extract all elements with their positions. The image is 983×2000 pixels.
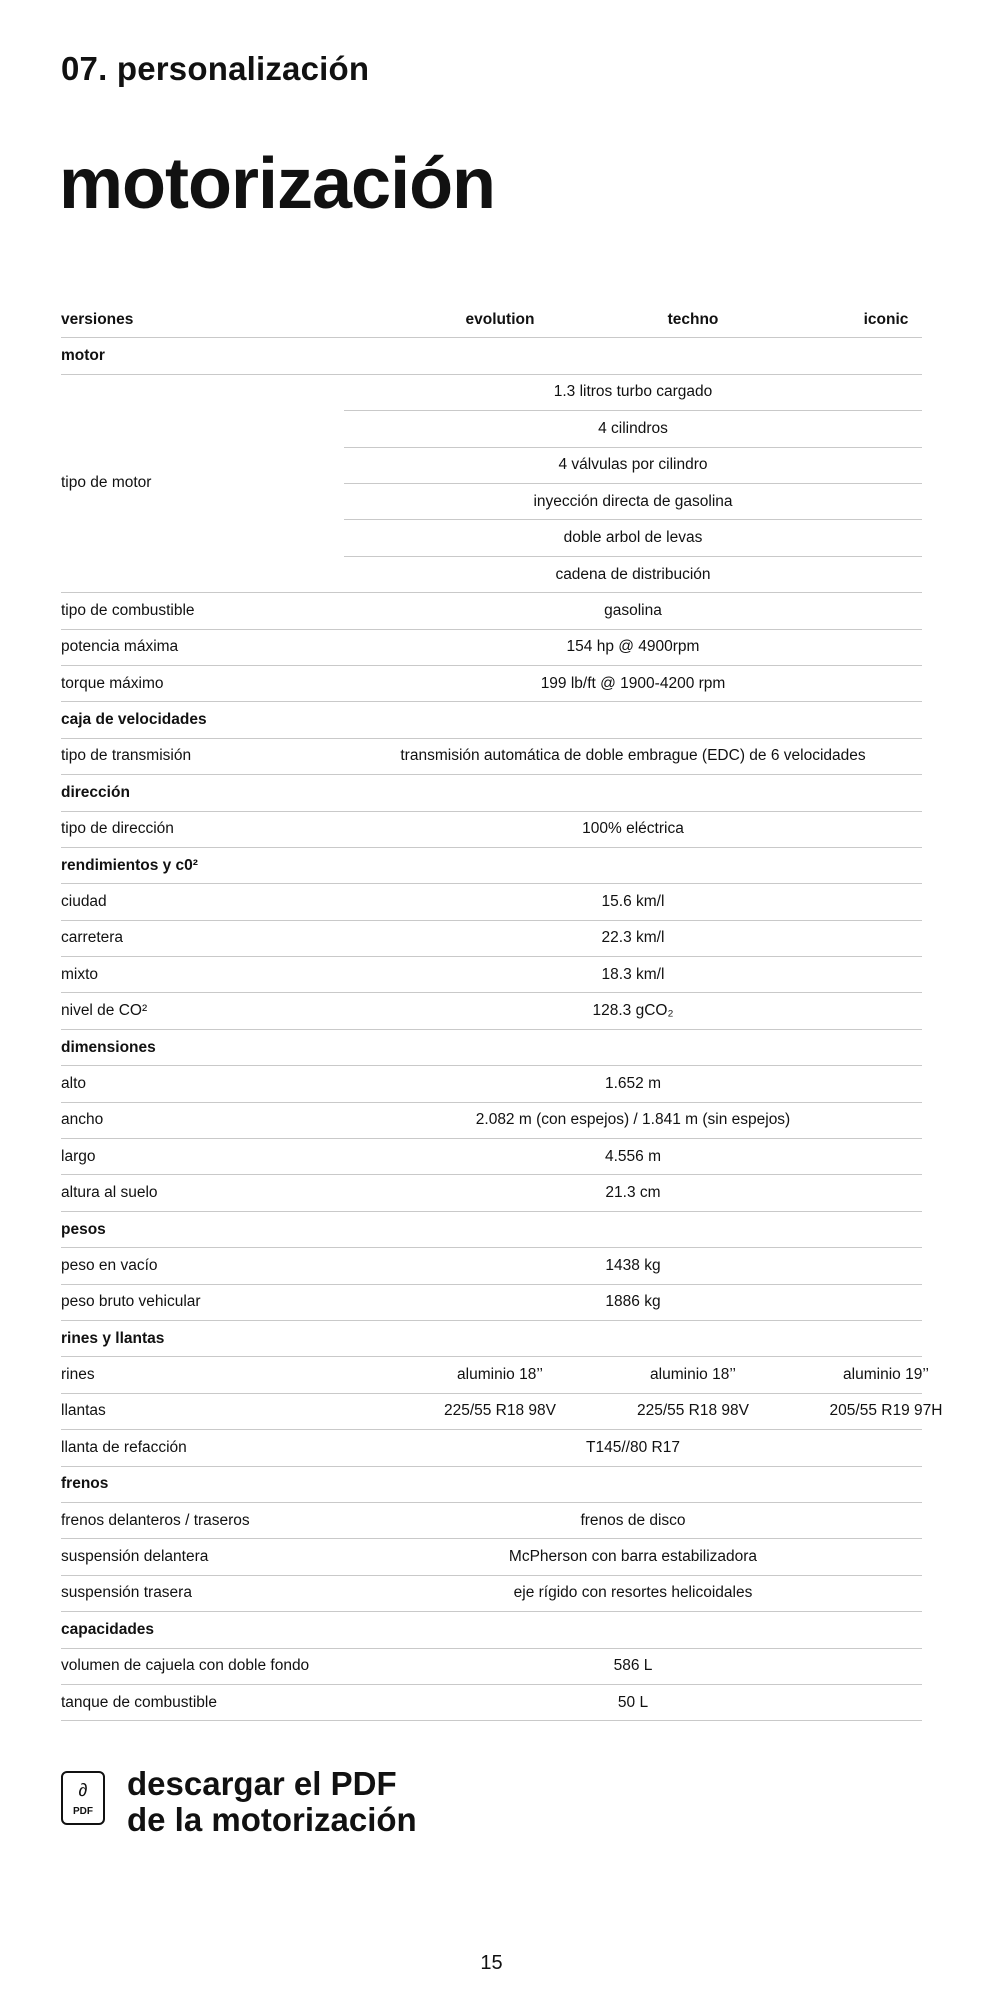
row-label: peso bruto vehicular — [61, 1293, 201, 1311]
table-row — [61, 1103, 922, 1139]
category-label: pesos — [61, 1220, 106, 1238]
table-row — [61, 630, 922, 666]
category-label: rendimientos y c0² — [61, 856, 198, 874]
pdf-icon-text: PDF — [73, 1806, 93, 1817]
version-evolution: evolution — [465, 310, 535, 328]
table-row — [61, 739, 922, 775]
row-label: llanta de refacción — [61, 1438, 187, 1456]
row-label: potencia máxima — [61, 638, 179, 656]
row-label: llantas — [61, 1402, 106, 1420]
category-label: caja de velocidades — [61, 711, 207, 729]
row-value: 18.3 km/l — [601, 965, 665, 983]
table-row — [61, 666, 922, 702]
table-row — [61, 1139, 922, 1175]
row-label: tipo de dirección — [61, 820, 174, 838]
row-label: ancho — [61, 1111, 104, 1129]
row-value: 1.652 m — [604, 1074, 661, 1092]
acrobat-glyph-icon: ∂ — [78, 1780, 88, 1800]
row-value: gasolina — [604, 601, 662, 619]
spec-rows — [61, 593, 943, 1721]
row-label: tipo de motor — [61, 474, 152, 492]
section-heading: 07. personalización — [61, 50, 370, 87]
motor-value: 1.3 litros turbo cargado — [344, 375, 922, 411]
row-value: 586 L — [613, 1657, 653, 1675]
table-row — [61, 993, 922, 1029]
table-row — [61, 812, 922, 848]
row-label: altura al suelo — [61, 1184, 158, 1202]
row-label: tanque de combustible — [61, 1693, 217, 1711]
row-value: McPherson con barra estabilizadora — [508, 1548, 758, 1566]
row-label: carretera — [61, 929, 124, 947]
category-label: capacidades — [61, 1620, 155, 1638]
category-row — [61, 775, 922, 811]
row-label: suspensión delantera — [61, 1548, 209, 1566]
table-row — [61, 593, 922, 629]
motor-value: 4 cilindros — [344, 411, 922, 447]
row-value: frenos de disco — [580, 1511, 686, 1529]
row-value: 205/55 R19 97H — [829, 1402, 943, 1420]
table-row — [61, 884, 922, 920]
motor-value: doble arbol de levas — [344, 520, 922, 556]
row-value: 22.3 km/l — [601, 929, 665, 947]
category-label: frenos — [61, 1475, 109, 1493]
row-label: ciudad — [61, 892, 107, 910]
category-label: motor — [61, 347, 105, 365]
download-label-line2: de la motorización — [127, 1801, 417, 1838]
row-label: rines — [61, 1366, 95, 1384]
row-value: 100% eléctrica — [582, 820, 684, 838]
table-row — [61, 957, 922, 993]
table-row — [61, 1576, 922, 1612]
row-label: largo — [61, 1147, 96, 1165]
motor-value: inyección directa de gasolina — [344, 484, 922, 520]
row-value: 128.3 gCO₂ — [592, 1002, 674, 1020]
table-row — [61, 1539, 922, 1575]
version-techno: techno — [667, 310, 719, 328]
row-value: aluminio 18’’ — [650, 1366, 736, 1384]
table-row — [61, 1649, 922, 1685]
row-label: mixto — [61, 965, 99, 983]
row-value: T145//80 R17 — [586, 1438, 680, 1456]
table-row — [61, 921, 922, 957]
motor-value: 4 válvulas por cilindro — [344, 448, 922, 484]
category-row — [61, 1321, 922, 1357]
row-value: 50 L — [617, 1693, 649, 1711]
table-row — [61, 1248, 922, 1284]
motor-type-block — [61, 375, 922, 593]
row-label: suspensión trasera — [61, 1584, 192, 1602]
table-row — [61, 1175, 922, 1211]
category-label: dimensiones — [61, 1038, 156, 1056]
row-label: tipo de combustible — [61, 601, 195, 619]
category-label: rines y llantas — [61, 1329, 165, 1347]
category-row — [61, 702, 922, 738]
header-label: versiones — [61, 310, 134, 328]
category-row — [61, 338, 922, 374]
row-value: 199 lb/ft @ 1900-4200 rpm — [540, 674, 726, 692]
table-row — [61, 1430, 922, 1466]
category-label: dirección — [61, 783, 130, 801]
row-value: aluminio 19’’ — [843, 1366, 929, 1384]
table-row — [61, 1685, 922, 1721]
row-value: 225/55 R18 98V — [636, 1402, 750, 1420]
row-label: tipo de transmisión — [61, 747, 192, 765]
table-row — [61, 1394, 943, 1430]
pdf-file-icon — [61, 1771, 105, 1825]
download-pdf-link[interactable] — [61, 1766, 417, 1838]
category-row — [61, 1612, 922, 1648]
category-row — [61, 1212, 922, 1248]
row-label: torque máximo — [61, 674, 164, 692]
row-value: 225/55 R18 98V — [443, 1402, 557, 1420]
row-value: 21.3 cm — [605, 1184, 661, 1202]
row-value: 154 hp @ 4900rpm — [566, 638, 700, 656]
row-value: aluminio 18’’ — [457, 1366, 543, 1384]
row-value: transmisión automática de doble embrague (EDC) de 6 velocidades — [400, 747, 866, 765]
download-label — [127, 1766, 417, 1838]
row-value: 15.6 km/l — [601, 892, 665, 910]
category-row — [61, 1030, 922, 1066]
row-label: frenos delanteros / traseros — [61, 1511, 250, 1529]
motor-value: cadena de distribución — [555, 565, 711, 583]
row-label: volumen de cajuela con doble fondo — [61, 1657, 310, 1675]
page-title: motorización — [59, 144, 496, 224]
row-label: alto — [61, 1074, 86, 1092]
row-value: 4.556 m — [604, 1147, 661, 1165]
row-value: 2.082 m (con espejos) / 1.841 m (sin espejos) — [475, 1111, 791, 1129]
version-iconic: iconic — [863, 310, 909, 328]
row-value: 1886 kg — [605, 1293, 661, 1311]
category-row — [61, 848, 922, 884]
download-label-line1: descargar el PDF — [127, 1765, 397, 1802]
row-label: peso en vacío — [61, 1256, 158, 1274]
table-header-row — [61, 302, 922, 338]
page-number: 15 — [480, 1952, 503, 1974]
spec-table — [61, 302, 943, 1721]
table-row — [61, 1066, 922, 1102]
row-label: nivel de CO² — [61, 1002, 148, 1020]
table-row — [61, 1285, 922, 1321]
table-row — [61, 1503, 922, 1539]
category-row — [61, 1467, 922, 1503]
table-row — [61, 1357, 929, 1393]
row-value: 1438 kg — [605, 1256, 661, 1274]
row-value: eje rígido con resortes helicoidales — [513, 1584, 753, 1602]
motor-type-values — [344, 375, 922, 593]
